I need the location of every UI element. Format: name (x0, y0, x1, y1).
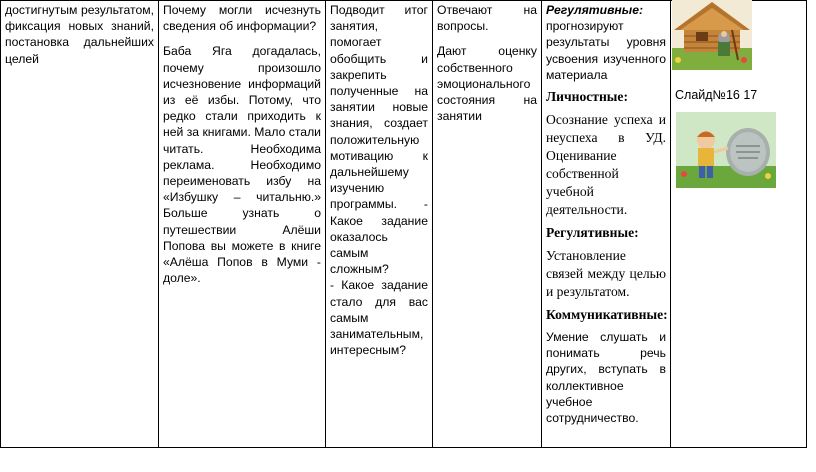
teacher-activity-text: Подводит итог занятия, помогает обобщить и закрепить полученные на занятии новые знания, создает положительную мотивацию к дальнейшему изучению программы. - Какое задание оказалось самым сложным? (330, 3, 428, 277)
baba-yaga-hut-picture (672, 0, 752, 70)
cell-teacher-content (159, 1, 326, 448)
uud-heading-communicative: Коммуникативные: (546, 307, 668, 323)
cell-teacher-activity (326, 1, 433, 448)
uud-text-3: Установление связей между целью и результатом. (546, 248, 666, 300)
student-evaluation-text: Дают оценку собственного эмоционального состояния на занятии (437, 44, 537, 124)
student-answer-text: Отвечают на вопросы. (437, 3, 537, 34)
uud-text-4: Умение слушать и понимать речь других, вступать в коллективное учебное сотрудничество. (546, 330, 666, 426)
cell-stage (1, 1, 159, 448)
question-text: Почему могли исчезнуть сведения об информации? (163, 3, 321, 34)
cell-uud (542, 1, 671, 448)
uud-text-1: прогнозируют результаты уровня усвоения изученного материала (546, 19, 666, 82)
slide-label: Слайд№16 17 (675, 88, 758, 102)
uud-text-2: Осознание успеха и неуспеха в УД. Оценивание собственной учебной деятельности. (546, 112, 666, 218)
story-text: Баба Яга догадалась, почему произошло исчезновение информаций из её избы. Потому, что редко стали приходить к ней за книгами. Мало стали читать. Необходима реклама. Необходимо переименовать избу на «Избушку – читальню.» Больше узнать о путешествии Алёши Попова вы можете в книге «Алёша Попов в Муми - доле». (163, 44, 321, 286)
boy-with-stone-picture (676, 112, 776, 188)
uud-heading-regulative-1: Регулятивные: (546, 3, 644, 17)
cell-student-activity (433, 1, 542, 448)
stage-text: достигнутым результатом, фиксация новых знаний, постановка дальнейших целей (5, 3, 154, 66)
uud-heading-personal: Личностные: (546, 89, 628, 105)
uud-heading-regulative-2: Регулятивные: (546, 225, 639, 241)
teacher-question-2: - Какое задание стало для вас самым занимательным, интересным? (330, 278, 428, 358)
